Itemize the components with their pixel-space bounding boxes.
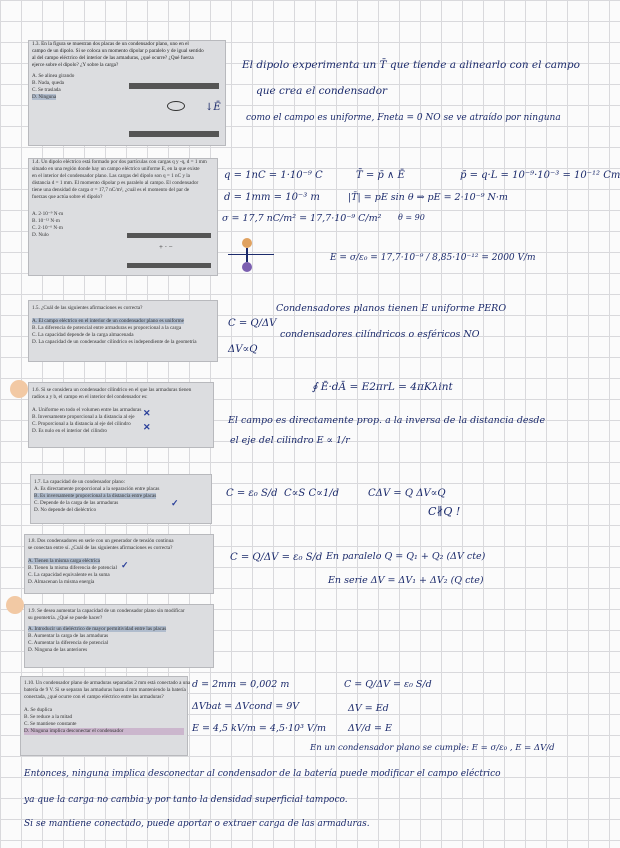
photo-line: A. Se alinea girando [32,73,75,80]
note-line: En paralelo Q = Q₁ + Q₂ (ΔV cte) [326,551,486,562]
formula: C∦Q ! [428,505,461,518]
capacitor-plate [129,131,219,137]
photo-line: B. Tienen la misma diferencia de potencial [28,565,117,572]
photo-line: 1.10. Un condensador plano de armaduras separadas 2 mm está conectado a una [24,680,191,686]
photo-line: 1.5. ¿Cuál de las siguientes afirmaciones es correcta? [32,305,143,311]
bullet-dot [6,596,24,614]
field-arrow-icon: ↓Ē [205,102,221,113]
check-mark-icon: ✓ [171,498,179,508]
formula: C = Q/ΔV = ε₀ S/d [344,679,432,690]
photo-line: C. La capacidad equivalente es la suma [28,572,110,579]
photo-line: A. Es directamente proporcional a la separación entre placas [34,486,160,493]
question-photo-3 [28,300,218,362]
photo-line: se conectan entre sí. ¿Cuál de las siguientes afirmaciones es correcta? [28,545,173,552]
photo-line: D. Ninguna [32,94,57,101]
photo-line: B. Se reduce a la mitad [24,714,73,721]
photo-line: tiene una densidad de carga σ = 17,7 nC/m², ¿cuál es el momento del par de [32,187,190,194]
photo-line: ejerce sobre el dipolo? ¿Y sobre la carga? [32,62,119,69]
photo-line: radios a y b, el campo en el interior del condensador es: [32,394,148,401]
formula: C = ε₀ S/d [226,488,278,499]
photo-line: 1.9. Se desea aumentar la capacidad de un condensador plano sin modificar [28,608,185,614]
photo-line: D. La capacidad de un condensador cilíndrico es independiente de la geometría [32,339,197,346]
photo-line: C. Aumentar la diferencia de potencial [28,640,109,647]
photo-line: D. Almacenan la misma energía [28,579,95,586]
check-mark-icon: ✓ [121,560,129,570]
photo-line: A. Se duplica [24,707,53,714]
photo-line: 1.3. En la figura se muestran dos placas de un condensador plano, uno en el [32,41,189,47]
capacitor-plate [129,83,219,89]
photo-line: su geometría. ¿Qué se puede hacer? [28,615,103,622]
photo-line: D. Nulo [32,232,49,239]
photo-line: B. 10⁻¹² N·m [32,218,60,225]
note-line: ya que la carga no cambia y por tanto la densidad superficial tampoco. [24,795,348,805]
photo-line: distancia d = 1 mm. El momento dipolar p es paralelo al campo. El condensador [32,180,199,187]
formula: |T̄| = pE sin θ ⇒ pE = 2·10⁻⁹ N·m [348,192,508,203]
photo-line: conectada, ¿qué ocurre con el campo eléctrico entre las armaduras? [24,694,164,701]
photo-line: 1.6. Si se considera un condensador cilíndrico en el que las armaduras tienen [32,387,192,393]
field-line [228,254,274,255]
note-line: Entonces, ninguna implica desconectar al condensador de la batería puede modificar el campo eléctrico [24,769,501,779]
formula: CΔV = Q ΔV∝Q [368,488,446,499]
dipole-sketch [238,236,256,274]
question-photo-8 [20,676,191,756]
photo-line: B. Aumentar la carga de las armaduras [28,633,109,640]
photo-line: C. La capacidad depende de la carga almacenada [32,332,134,339]
question-photo-2 [28,158,218,276]
capacitor-plate [127,233,211,238]
photo-line: B. La diferencia de potencial entre armaduras es proporcional a la carga [32,325,182,332]
photo-line: en el interior del condensador plano. Las cargas del dipolo son q = 1 nC y la [32,173,190,180]
photo-line: A. 2·10⁻⁹ N·m [32,211,64,218]
bullet-dot [10,380,28,398]
note-line: como el campo es uniforme, Fneta = 0 NO se ve atraído por ninguna [246,113,561,123]
photo-line: D. No depende del dieléctrico [34,507,97,514]
question-photo-1 [28,40,226,146]
photo-line: fuerzas que actúa sobre el dipolo? [32,194,103,201]
note-line: el eje del cilindro E ∝ 1/r [230,435,350,446]
formula: σ = 17,7 nC/m² = 17,7·10⁻⁹ C/m² [222,213,382,224]
photo-line: al del campo eléctrico del interior de las armaduras, ¿qué ocurre? ¿Qué fuerza [32,55,194,62]
note-line: En serie ΔV = ΔV₁ + ΔV₂ (Q cte) [328,575,484,586]
note-line: El dipolo experimenta un T̄ que tiende a alinearlo con el campo [242,59,580,71]
note-line: Condensadores planos tienen E uniforme PERO [276,303,507,314]
photo-line: situado en una región donde hay un campo eléctrico uniforme E, en la que existe [32,166,200,173]
photo-line: 1.8. Dos condensadores en serie con un generador de tensión continua [28,538,174,544]
note-line: Si se mantiene conectado, puede aportar o extraer carga de las armaduras. [24,819,370,829]
question-photo-6 [24,534,214,594]
photo-line: C. Se traslada [32,87,61,94]
photo-line: D. Es nulo en el interior del cilindro [32,428,107,435]
formula: p̄ = q·L = 10⁻⁹·10⁻³ = 10⁻¹² Cm [460,170,620,181]
formula: C = Q/ΔV [228,318,277,329]
note-line: En un condensador plano se cumple: E = σ/ε₀ , E = ΔV/d [310,743,555,753]
photo-line: C. 2·10⁻⁶ N·m [32,225,63,232]
photo-line: batería de 9 V. Si se separan las armaduras hasta 4 mm manteniendo la batería [24,687,186,694]
formula: E = 4,5 kV/m = 4,5·10³ V/m [192,723,327,734]
formula: q = 1nC = 1·10⁻⁹ C [224,170,323,181]
question-photo-4 [28,382,214,448]
photo-line: B. Nada, queda [32,80,64,87]
formula: ΔV∝Q [228,344,258,355]
photo-line: 1.4. Un dipolo eléctrico está formado por dos partículas con cargas q y -q, d = 1 mm [32,159,207,165]
formula: ΔV/d = E [348,723,392,734]
dipole-icon: + · − [159,243,173,251]
question-photo-5 [30,474,212,524]
photo-line: B. Es inversamente proporcional a la distancia entre placas [34,493,157,500]
photo-line: 1.7. La capacidad de un condensador plano: [34,479,126,485]
formula: C = Q/ΔV = ε₀ S/d [230,552,323,563]
formula: ΔVbat = ΔVcond = 9V [192,701,300,712]
capacitor-plate [127,263,211,268]
note-line: El campo es directamente prop. a la inversa de la distancia desde [228,415,546,426]
cross-mark-icon: ✕ [143,422,151,432]
photo-line: D. Ninguna de las anteriores [28,647,88,654]
formula: T̄ = p̄ ∧ Ē [356,170,405,181]
photo-line: A. El campo eléctrico en el interior de un condensador plano es uniforme [32,318,184,325]
photo-line: B. Inversamente proporcional a la distancia al eje [32,414,135,421]
formula: θ = 90 [398,213,425,222]
photo-line: A. Tienen la misma carga eléctrica [28,558,100,565]
formula: d = 1mm = 10⁻³ m [224,192,320,203]
cross-mark-icon: ✕ [143,408,151,418]
photo-line: A. Introducir un dieléctrico de mayor permitividad entre las placas [28,626,167,633]
formula: E = σ/ε₀ = 17,7·10⁻⁹ / 8,85·10⁻¹² = 2000 V/m [330,253,536,263]
dipole-icon [167,101,185,111]
photo-line: campo de un dipolo. Si se coloca un momento dipolar p paralelo y de igual sentido [32,48,204,55]
photo-line: C. Se mantiene constante [24,721,77,728]
note-line: que crea el condensador [256,85,388,97]
formula: ∮ Ē·dĀ = E2πrL = 4πKλint [312,381,453,393]
question-photo-7 [24,604,214,668]
photo-line: C. Depende de la carga de las armaduras [34,500,119,507]
photo-line: D. Ninguna implica desconectar el condensador [24,728,184,735]
formula: C∝S C∝1/d [284,488,339,499]
photo-line: C. Proporcional a la distancia al eje del cilindro [32,421,131,428]
note-line: condensadores cilíndricos o esféricos NO [280,329,480,340]
formula: d = 2mm = 0,002 m [192,679,290,690]
formula: ΔV = Ed [348,703,389,714]
photo-line: A. Uniforme en todo el volumen entre las armaduras [32,407,142,414]
